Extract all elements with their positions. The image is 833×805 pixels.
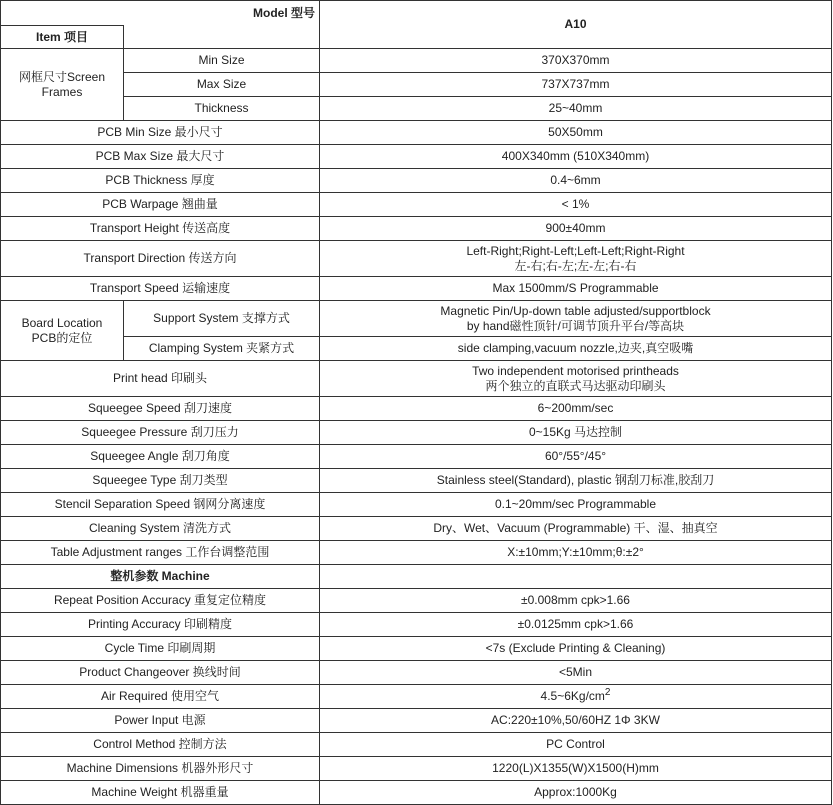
machine-section-label: 整机参数 Machine (1, 565, 320, 589)
row-label: Squeegee Angle 刮刀角度 (1, 445, 320, 469)
table-row (1, 49, 832, 73)
row-value: ±0.0125mm cpk>1.66 (320, 613, 832, 637)
row-label: PCB Thickness 厚度 (1, 169, 320, 193)
row-label: Squeegee Speed 刮刀速度 (1, 397, 320, 421)
row-value: <7s (Exclude Printing & Cleaning) (320, 637, 832, 661)
row-value: 737X737mm (320, 73, 832, 97)
row-label: PCB Max Size 最大尺寸 (1, 145, 320, 169)
row-label: Repeat Position Accuracy 重复定位精度 (1, 589, 320, 613)
table-row (1, 781, 832, 805)
header-blank (124, 26, 320, 49)
row-value: PC Control (320, 733, 832, 757)
row-label: Min Size (124, 49, 320, 73)
table-row (1, 661, 832, 685)
row-value: Max 1500mm/S Programmable (320, 277, 832, 301)
row-value: 0.4~6mm (320, 169, 832, 193)
row-value: Stainless steel(Standard), plastic 钢刮刀标准,胶刮刀 (320, 469, 832, 493)
row-label: Print head 印刷头 (1, 361, 320, 397)
table-row (1, 685, 832, 709)
row-label: Squeegee Type 刮刀类型 (1, 469, 320, 493)
table-row (1, 517, 832, 541)
row-label: Printing Accuracy 印刷精度 (1, 613, 320, 637)
row-value: Magnetic Pin/Up-down table adjusted/supportblock by hand磁性顶针/可调节顶升平台/等高块 (320, 301, 832, 337)
row-label: Transport Height 传送高度 (1, 217, 320, 241)
row-value: X:±10mm;Y:±10mm;θ:±2° (320, 541, 832, 565)
row-label: Max Size (124, 73, 320, 97)
table-row (1, 613, 832, 637)
screen-frames-label: 网框尺寸Screen Frames (1, 49, 124, 121)
row-value: Dry、Wet、Vacuum (Programmable) 干、湿、抽真空 (320, 517, 832, 541)
table-row (1, 193, 832, 217)
table-row (1, 421, 832, 445)
row-value: <5Min (320, 661, 832, 685)
row-value: side clamping,vacuum nozzle,边夹,真空吸嘴 (320, 337, 832, 361)
table-row (1, 493, 832, 517)
table-row (1, 73, 832, 97)
row-label: Machine Dimensions 机器外形尺寸 (1, 757, 320, 781)
row-label: Table Adjustment ranges 工作台调整范围 (1, 541, 320, 565)
row-value: ±0.008mm cpk>1.66 (320, 589, 832, 613)
model-value: A10 (320, 1, 832, 49)
row-label: Air Required 使用空气 (1, 685, 320, 709)
table-row (1, 217, 832, 241)
row-label: Product Changeover 换线时间 (1, 661, 320, 685)
row-value: 0.1~20mm/sec Programmable (320, 493, 832, 517)
row-label: Squeegee Pressure 刮刀压力 (1, 421, 320, 445)
row-value: Left-Right;Right-Left;Left-Left;Right-Right 左-右;右-左;左-左;右-右 (320, 241, 832, 277)
table-row (1, 397, 832, 421)
section-row (1, 565, 832, 589)
row-value: Two independent motorised printheads 两个独立的直联式马达驱动印刷头 (320, 361, 832, 397)
row-label: Cycle Time 印刷周期 (1, 637, 320, 661)
row-label: Power Input 电源 (1, 709, 320, 733)
row-label: Control Method 控制方法 (1, 733, 320, 757)
row-label: Thickness (124, 97, 320, 121)
header-row (1, 1, 832, 26)
row-label: Support System 支撑方式 (124, 301, 320, 337)
row-label: PCB Min Size 最小尺寸 (1, 121, 320, 145)
table-row (1, 145, 832, 169)
board-location-label: Board Location PCB的定位 (1, 301, 124, 361)
table-row (1, 169, 832, 193)
table-row (1, 541, 832, 565)
row-value: 400X340mm (510X340mm) (320, 145, 832, 169)
table-row (1, 337, 832, 361)
row-value: 0~15Kg 马达控制 (320, 421, 832, 445)
row-label: Stencil Separation Speed 钢网分离速度 (1, 493, 320, 517)
row-value (320, 565, 832, 589)
table-row (1, 733, 832, 757)
row-label: Machine Weight 机器重量 (1, 781, 320, 805)
table-row (1, 121, 832, 145)
table-row (1, 97, 832, 121)
row-value: 900±40mm (320, 217, 832, 241)
row-value: Approx:1000Kg (320, 781, 832, 805)
row-label: PCB Warpage 翘曲量 (1, 193, 320, 217)
table-row (1, 469, 832, 493)
row-label: Transport Speed 运输速度 (1, 277, 320, 301)
row-label: Transport Direction 传送方向 (1, 241, 320, 277)
row-value: 1220(L)X1355(W)X1500(H)mm (320, 757, 832, 781)
item-label: Item 项目 (1, 26, 124, 49)
table-row (1, 757, 832, 781)
table-row (1, 589, 832, 613)
row-value: 370X370mm (320, 49, 832, 73)
row-value: 25~40mm (320, 97, 832, 121)
row-value: 6~200mm/sec (320, 397, 832, 421)
row-value: 50X50mm (320, 121, 832, 145)
table-row (1, 637, 832, 661)
row-value: < 1% (320, 193, 832, 217)
table-row (1, 445, 832, 469)
table-row (1, 301, 832, 337)
table-row (1, 361, 832, 397)
row-value: $4.5\sim 6Kg/cm^2$ (320, 685, 832, 709)
table-row (1, 709, 832, 733)
row-label: Cleaning System 清洗方式 (1, 517, 320, 541)
model-label: Model 型号 (1, 1, 320, 26)
row-label: Clamping System 夹紧方式 (124, 337, 320, 361)
row-value: 60°/55°/45° (320, 445, 832, 469)
table-row (1, 241, 832, 277)
row-value: AC:220±10%,50/60HZ 1Φ 3KW (320, 709, 832, 733)
table-row (1, 277, 832, 301)
